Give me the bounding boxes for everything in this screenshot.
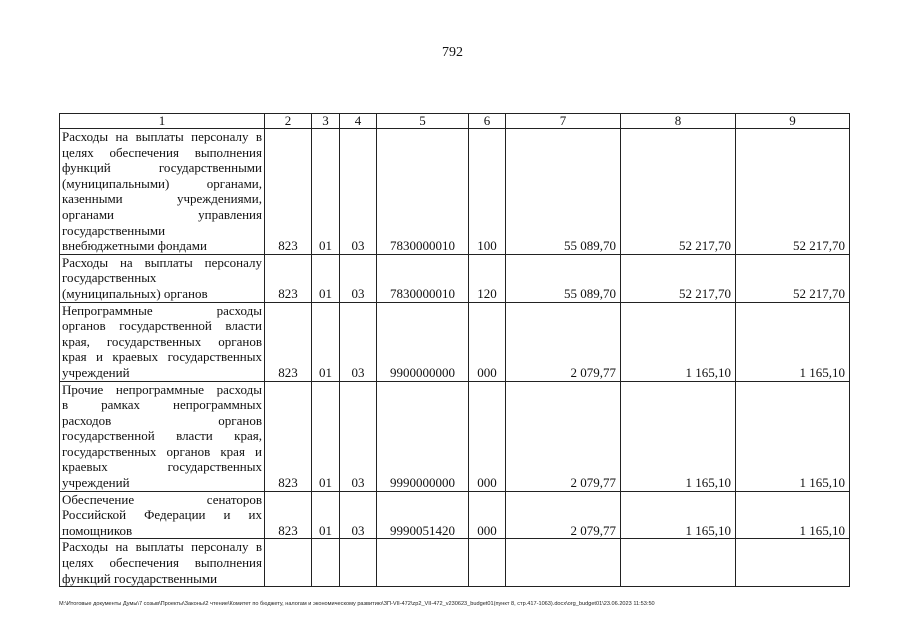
cell-subsection: 03 bbox=[340, 302, 377, 381]
cell-description bbox=[60, 381, 265, 491]
cell-target-article bbox=[377, 539, 469, 587]
cell-description bbox=[60, 254, 265, 302]
cell-amount-2: 52 217,70 bbox=[621, 129, 736, 255]
cell-admin-code: 823 bbox=[265, 381, 312, 491]
cell-subsection: 03 bbox=[340, 129, 377, 255]
cell-amount-3 bbox=[736, 539, 850, 587]
cell-amount-1: 55 089,70 bbox=[506, 254, 621, 302]
cell-section: 01 bbox=[312, 491, 340, 539]
table-body bbox=[60, 129, 850, 587]
description-line: Прочие непрограммные расходы bbox=[62, 381, 262, 397]
page-number: 792 bbox=[442, 45, 463, 60]
description-line: (муниципальными) органами, bbox=[62, 175, 262, 191]
cell-section: 01 bbox=[312, 129, 340, 255]
cell-amount-1: 55 089,70 bbox=[506, 129, 621, 255]
cell-amount-3: 1 165,10 bbox=[736, 381, 850, 491]
table-header-row bbox=[60, 114, 850, 129]
cell-subsection bbox=[340, 539, 377, 587]
description-line: Расходы на выплаты персоналу в bbox=[62, 539, 262, 555]
cell-description bbox=[60, 491, 265, 539]
cell-admin-code: 823 bbox=[265, 254, 312, 302]
footer-file-path: M:\Итоговые документы Думы\7 созыв\Проекты\Законы\2 чтение\Комитет по бюджету, налогам и экономическому развитию\ЗП-VII-472\zp2_VII-472_v230623_budget01(пункт 8, стр.417-1063).docx\org_budget01\23.06.2023 11:53:50 bbox=[59, 601, 655, 607]
cell-target-article: 9990000000 bbox=[377, 381, 469, 491]
description-line: Непрограммные расходы bbox=[62, 302, 262, 318]
cell-description bbox=[60, 539, 265, 587]
cell-amount-3: 52 217,70 bbox=[736, 129, 850, 255]
description-line: государственной власти края, bbox=[62, 428, 262, 444]
column-header: 3 bbox=[312, 114, 340, 129]
description-line: края и краевых государственных bbox=[62, 349, 262, 365]
table-row bbox=[60, 491, 850, 539]
cell-expense-type: 000 bbox=[469, 381, 506, 491]
description-line: органами управления bbox=[62, 206, 262, 222]
cell-expense-type: 000 bbox=[469, 491, 506, 539]
column-header: 9 bbox=[736, 114, 850, 129]
description-line: края, государственных органов bbox=[62, 333, 262, 349]
cell-description bbox=[60, 129, 265, 255]
cell-section: 01 bbox=[312, 381, 340, 491]
column-header: 8 bbox=[621, 114, 736, 129]
column-header: 4 bbox=[340, 114, 377, 129]
cell-expense-type: 100 bbox=[469, 129, 506, 255]
description-line: государственных органов края и bbox=[62, 443, 262, 459]
description-line: целях обеспечения выполнения bbox=[62, 555, 262, 571]
table-row bbox=[60, 129, 850, 255]
description-line: Обеспечение сенаторов bbox=[62, 491, 262, 507]
table-row bbox=[60, 381, 850, 491]
cell-admin-code bbox=[265, 539, 312, 587]
cell-expense-type: 120 bbox=[469, 254, 506, 302]
cell-section bbox=[312, 539, 340, 587]
cell-amount-3: 1 165,10 bbox=[736, 302, 850, 381]
column-header: 2 bbox=[265, 114, 312, 129]
cell-amount-2: 52 217,70 bbox=[621, 254, 736, 302]
cell-admin-code: 823 bbox=[265, 491, 312, 539]
cell-amount-2: 1 165,10 bbox=[621, 381, 736, 491]
cell-subsection: 03 bbox=[340, 491, 377, 539]
description-line: Расходы на выплаты персоналу bbox=[62, 254, 262, 270]
description-line: (муниципальных) органов bbox=[62, 285, 208, 301]
description-line: учреждений bbox=[62, 475, 130, 491]
cell-amount-2 bbox=[621, 539, 736, 587]
column-header: 1 bbox=[60, 114, 265, 129]
description-line: государственных bbox=[62, 270, 157, 286]
description-line: государственными bbox=[62, 222, 166, 238]
description-line: в рамках непрограммных bbox=[62, 397, 262, 413]
column-header: 6 bbox=[469, 114, 506, 129]
cell-target-article: 7830000010 bbox=[377, 254, 469, 302]
cell-amount-3: 52 217,70 bbox=[736, 254, 850, 302]
cell-target-article: 9900000000 bbox=[377, 302, 469, 381]
cell-amount-1: 2 079,77 bbox=[506, 302, 621, 381]
cell-target-article: 9990051420 bbox=[377, 491, 469, 539]
cell-subsection: 03 bbox=[340, 381, 377, 491]
cell-amount-1: 2 079,77 bbox=[506, 381, 621, 491]
description-line: учреждений bbox=[62, 364, 130, 380]
description-line: функций государственными bbox=[62, 160, 262, 176]
cell-amount-1: 2 079,77 bbox=[506, 491, 621, 539]
cell-section: 01 bbox=[312, 254, 340, 302]
cell-admin-code: 823 bbox=[265, 129, 312, 255]
description-line: внебюджетными фондами bbox=[62, 238, 207, 254]
table-row bbox=[60, 539, 850, 587]
cell-admin-code: 823 bbox=[265, 302, 312, 381]
description-line: помощников bbox=[62, 522, 133, 538]
description-line: краевых государственных bbox=[62, 459, 262, 475]
table-row bbox=[60, 302, 850, 381]
cell-expense-type: 000 bbox=[469, 302, 506, 381]
column-header: 5 bbox=[377, 114, 469, 129]
description-line: казенными учреждениями, bbox=[62, 191, 262, 207]
table-row bbox=[60, 254, 850, 302]
cell-expense-type bbox=[469, 539, 506, 587]
cell-section: 01 bbox=[312, 302, 340, 381]
description-line: Российской Федерации и их bbox=[62, 507, 262, 523]
cell-amount-2: 1 165,10 bbox=[621, 302, 736, 381]
description-line: органов государственной власти bbox=[62, 318, 262, 334]
cell-description bbox=[60, 302, 265, 381]
description-line: функций государственными bbox=[62, 570, 218, 586]
cell-amount-1 bbox=[506, 539, 621, 587]
cell-target-article: 7830000010 bbox=[377, 129, 469, 255]
description-line: целях обеспечения выполнения bbox=[62, 144, 262, 160]
cell-subsection: 03 bbox=[340, 254, 377, 302]
description-line: расходов органов bbox=[62, 412, 262, 428]
column-header: 7 bbox=[506, 114, 621, 129]
description-line: Расходы на выплаты персоналу в bbox=[62, 129, 262, 144]
cell-amount-2: 1 165,10 bbox=[621, 491, 736, 539]
budget-table bbox=[59, 113, 850, 587]
cell-amount-3: 1 165,10 bbox=[736, 491, 850, 539]
